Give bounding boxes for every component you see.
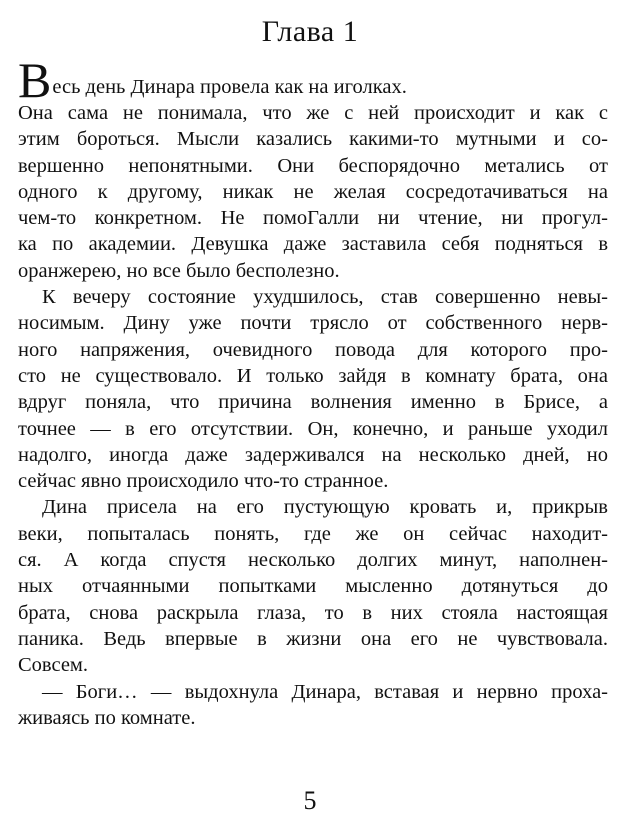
text-line: веки, попыталась понять, где же он сейчас находит- <box>18 522 608 545</box>
text-line: одного к другому, никак не желая сосредотачиваться на <box>18 180 608 203</box>
page-number: 5 <box>303 786 317 815</box>
drop-cap: В <box>18 52 52 108</box>
text-line: вдруг поняла, что причина волнения именно в Брисе, а <box>18 391 608 414</box>
text-line: носимым. Дину уже почти трясло от собственного нерв- <box>18 312 608 335</box>
text-line: ного напряжения, очевидного повода для которого про- <box>18 338 608 361</box>
text-line: Совсем. <box>18 654 89 677</box>
text-line: К вечеру состояние ухудшилось, став совершенно невы- <box>42 286 608 309</box>
text-line: чем-то конкретном. Не помоГалли ни чтение, ни прогул- <box>18 207 608 230</box>
chapter-title: Глава 1 <box>261 15 359 48</box>
text-line: живаясь по комнате. <box>18 706 196 729</box>
text-line: — Боги… — выдохнула Динара, вставая и нервно проха- <box>42 680 608 703</box>
text-line: оранжерею, но все было бесполезно. <box>18 259 340 282</box>
chapter-text <box>18 52 608 731</box>
first-line <box>18 52 608 108</box>
text-line: сто не существовало. И только зайдя в комнату брата, она <box>18 364 608 387</box>
text-line: паника. Ведь впервые в жизни она его не чувствовала. <box>18 627 608 650</box>
text-line: Дина присела на его пустующую кровать и, прикрыв <box>42 496 608 519</box>
text-line: Она сама не понимала, что же с ней происходит и как с <box>18 102 608 124</box>
first-line-text: есь день Динара провела как на иголках. <box>52 75 407 98</box>
text-line: брата, снова раскрыла глаза, то в них стояла настоящая <box>18 601 608 624</box>
text-line: этим бороться. Мысли казались какими-то мутными и со- <box>18 128 608 151</box>
text-line: сейчас явно происходило что-то странное. <box>18 470 389 493</box>
text-line: ка по академии. Девушка даже заставила себя подняться в <box>18 233 608 256</box>
text-line: точнее — в его отсутствии. Он, конечно, и раньше уходил <box>18 417 608 440</box>
text-line: ся. А когда спустя несколько долгих минут, наполнен- <box>18 549 608 572</box>
text-line: ных отчаянными попытками мысленно дотянуться до <box>18 575 608 598</box>
text-line: вершенно непонятными. Они беспорядочно метались от <box>18 154 608 177</box>
text-line: надолго, иногда даже задерживался на несколько дней, но <box>18 443 608 466</box>
